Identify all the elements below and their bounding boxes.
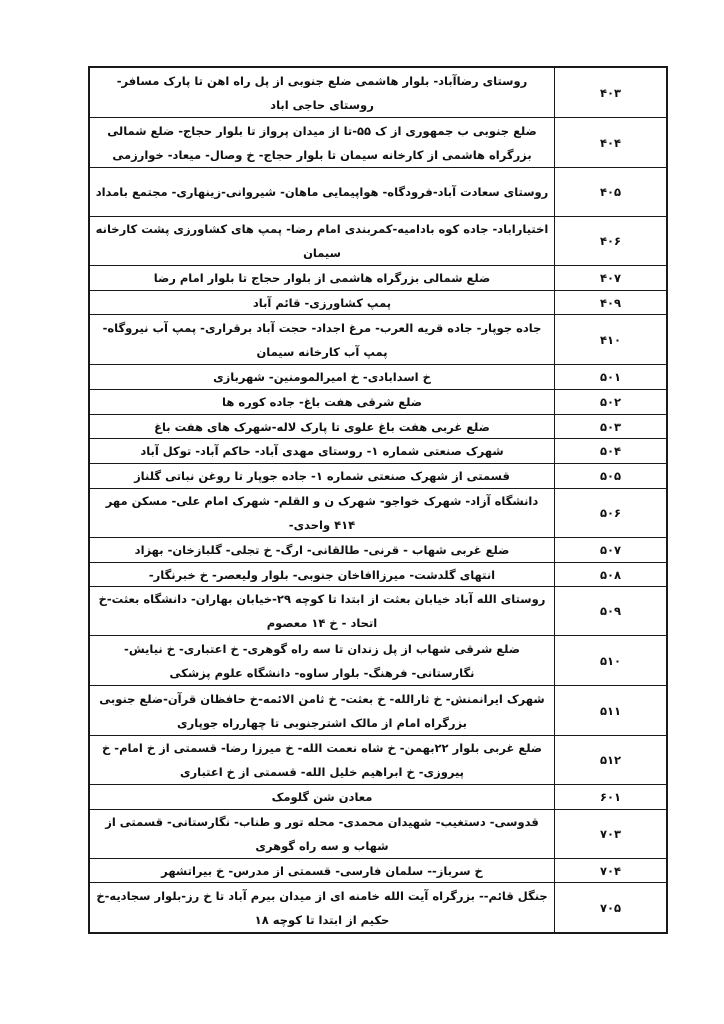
table-row [90,167,666,216]
district-code-cell: ۴۰۴ [599,135,622,150]
table-row [90,290,666,314]
district-code-cell: ۵۰۳ [599,419,622,434]
district-code-cell: ۵۰۵ [599,469,622,483]
area-description-cell [90,68,555,117]
district-code-cell: ۵۰۷ [599,543,622,557]
area-description-text: پمپ کشاورزی- قائم آباد [252,295,392,310]
area-description-cell [90,415,555,438]
area-description-cell [90,538,555,562]
district-code-cell: ۵۰۸ [599,567,622,582]
area-description-cell [90,859,555,882]
area-description-text: جنگل قائم-- بزرگراه آیت الله خامنه ای از میدان بیرم آباد تا خ رز-بلوار سجادیه-خ حکیم از ابتدا تا کوچه ۱۸ [96,888,548,927]
district-code-cell: ۵۰۹ [599,604,622,618]
table-row [90,635,666,685]
table-row [90,685,666,735]
table-row [90,882,666,932]
district-code-cell: ۴۰۹ [599,295,622,310]
district-code-cell: ۵۰۲ [599,395,622,409]
district-code-cell: ۵۰۱ [599,370,622,384]
district-code-cell: ۵۱۱ [599,703,622,718]
district-code-cell: ۴۰۷ [599,271,622,285]
area-description-text: معادن شن گلومک [271,790,373,804]
table-row [90,438,666,463]
area-description-cell [90,266,555,290]
area-description-cell [90,168,555,216]
table-row [90,537,666,562]
table-row [90,414,666,438]
area-description-cell [90,439,555,463]
area-description-text: ضلع جنوبی ب جمهوری از ک ۵۵-تا از میدان پرواز تا بلوار حجاج- ضلع شمالی بزرگراه هاشمی از کارخانه سیمان تا بلوار حجاج- خ وصال- میعاد- خوارزمی [107,123,537,162]
area-description-text: جاده جوپار- جاده قریه العرب- مرغ اجداد- حجت آباد برقراری- پمپ آب نیروگاه- پمپ آب کارخانه سیمان [102,320,542,359]
table-row [90,562,666,586]
table-row [90,117,666,167]
district-code-cell: ۴۰۵ [599,185,622,199]
area-description-cell [90,291,555,314]
district-code-cell: ۴۱۰ [599,332,622,347]
area-description-cell [90,390,555,414]
table-row [90,265,666,290]
table-row [90,784,666,809]
area-description-text: ضلع غربی شهاب - قرنی- طالقانی- ارگ- خ تجلی- گلبازخان- بهزاد [134,543,510,557]
table-row [90,858,666,882]
area-description-cell [90,315,555,364]
area-description-text: روستای الله آباد خیابان بعثت از ابتدا تا کوچه ۲۹-خیابان بهاران- دانشگاه بعثت-خ اتحاد - خ ۱۴ معصوم [98,592,546,630]
area-description-text: اختیاراباد- جاده کوه بادامیه-کمربندی امام رضا- پمپ های کشاورزی پشت کارخانه سیمان [95,222,549,260]
area-description-cell [90,736,555,784]
area-description-cell [90,464,555,488]
area-description-text: قدوسی- دستغیب- شهیدان محمدی- محله تور و طناب- نگارستانی- قسمتی از شهاب و سه راه گوهری [105,815,539,853]
area-description-cell [90,365,555,389]
area-description-cell [90,636,555,685]
table-row [90,314,666,364]
district-code-cell: ۵۰۶ [599,506,622,520]
area-description-text: خ سرباز-- سلمان فارسی- قسمتی از مدرس- خ بیراتشهر [161,863,483,878]
area-description-text: شهرک ایرانمنش- خ ثارالله- خ بعثت- خ ثامن الائمه-خ حافظان قرآن-ضلع جنوبی بزرگراه امام از مالک اشترجنوبی تا چهارراه جوپاری [99,691,545,730]
table-row [90,586,666,635]
district-code-cell: ۴۰۳ [599,85,622,100]
district-code-cell: ۷۰۳ [599,827,622,841]
table-row [90,364,666,389]
area-description-text: انتهای گلدشت- میرزاافاخان جنوبی- بلوار ولیعصر- خ خبرنگار- [148,567,496,582]
districts-table [88,66,668,934]
district-code-cell: ۷۰۴ [599,863,622,878]
table-row [90,488,666,537]
table-row [90,463,666,488]
area-description-cell [90,810,555,858]
table-row [90,809,666,858]
area-description-cell [90,118,555,167]
area-description-cell [90,883,555,932]
district-code-cell: ۴۰۶ [599,234,622,248]
area-description-text: روستای سعادت آباد-فرودگاه- هواپیمایی ماهان- شیروانی-زینهاری- مجتمع بامداد [95,185,549,199]
area-description-cell [90,785,555,809]
area-description-text: دانشگاه آزاد- شهرک خواجو- شهرک ن و القلم- شهرک امام علی- مسکن مهر ۴۱۴ واحدی- [105,494,539,532]
area-description-text: شهرک صنعتی شماره ۱- روستای مهدی آباد- حاکم آباد- توکل آباد [140,444,504,458]
table-row [90,735,666,784]
area-description-cell [90,686,555,735]
area-description-text: ضلع غربی هفت باغ علوی تا پارک لاله-شهرک های هفت باغ [154,419,490,434]
district-code-cell: ۵۰۴ [599,444,622,458]
area-description-cell [90,587,555,635]
district-code-cell: ۷۰۵ [599,900,622,915]
area-description-text: ضلع غربی بلوار ۲۲بهمن- خ شاه نعمت الله- خ میرزا رضا- قسمتی از خ امام- خ پیروزی- خ ابراهیم خلیل الله- قسمتی از خ اعتباری [102,741,542,779]
area-description-text: قسمتی از شهرک صنعتی شماره ۱- جاده جوپار تا روغن نباتی گلناز [134,469,510,483]
area-description-cell [90,563,555,586]
table-row [90,389,666,414]
area-description-text: ضلع شرقی هفت باغ- جاده کوره ها [222,395,422,409]
area-description-text: خ اسدابادی- خ امیرالمومنین- شهربازی [213,370,431,384]
area-description-text: ضلع شرقی شهاب از پل زندان تا سه راه گوهری- خ اعتباری- خ نیایش- نگارستانی- فرهنگ- بلوار ساوه- دانشگاه علوم پزشکی [124,641,520,680]
area-description-text: روستای رضاآباد- بلوار هاشمی ضلع جنوبی از پل راه اهن تا پارک مسافر- روستای حاجی اباد [116,73,528,112]
area-description-text: ضلع شمالی بزرگراه هاشمی از بلوار حجاج تا بلوار امام رضا [153,271,491,285]
area-description-cell [90,489,555,537]
district-code-cell: ۶۰۱ [599,790,622,804]
district-code-cell: ۵۱۰ [599,653,622,668]
table-row [90,68,666,117]
district-code-cell: ۵۱۲ [599,753,622,767]
table-row [90,216,666,265]
area-description-cell [90,217,555,265]
